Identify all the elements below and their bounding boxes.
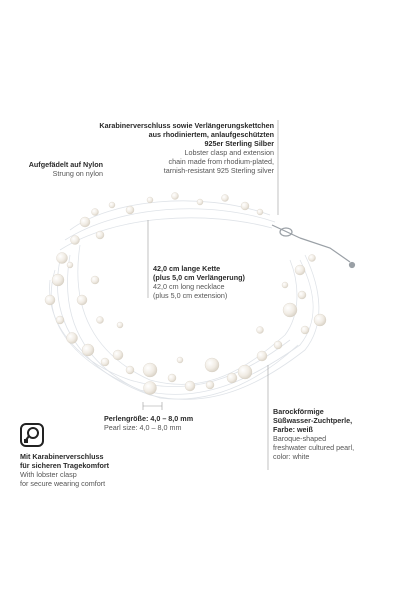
pearl-type-label-en-2: freshwater cultured pearl, xyxy=(273,443,355,452)
feature-label xyxy=(20,452,109,488)
pearl-type-label-en-1: Baroque-shaped xyxy=(273,434,327,443)
pearl-type-label-de-2: Süßwasser-Zuchtperle, xyxy=(273,416,353,425)
length-label-de-1: 42,0 cm lange Kette xyxy=(153,264,221,273)
nylon-label-de: Aufgefädelt auf Nylon xyxy=(28,160,103,169)
clasp-label-de-3: 925er Sterling Silber xyxy=(204,139,274,148)
length-label-en-2: (plus 5,0 cm extension) xyxy=(153,291,228,300)
pearl-type-label-en-3: color: white xyxy=(273,452,310,461)
clasp-label xyxy=(99,121,274,175)
clasp-label-en-1: Lobster clasp and extension xyxy=(184,148,274,157)
length-label-de-2: (plus 5,0 cm Verlängerung) xyxy=(153,273,245,282)
length-label-en-1: 42,0 cm long necklace xyxy=(153,282,225,291)
pearl-type-label xyxy=(273,407,354,461)
clasp-label-en-2: chain made from rhodium-plated, xyxy=(168,157,274,166)
feature-label-en-1: With lobster clasp xyxy=(20,470,77,479)
clasp-label-de-1: Karabinerverschluss sowie Verlängerungskettchen xyxy=(99,121,274,130)
pearl-size-label-en: Pearl size: 4,0 – 8,0 mm xyxy=(104,423,182,432)
clasp-label-en-3: tarnish-resistant 925 Sterling silver xyxy=(163,166,274,175)
clasp-label-de-2: aus rhodiniertem, anlaufgeschützten xyxy=(148,130,274,139)
feature-label-de-1: Mit Karabinerverschluss xyxy=(20,452,104,461)
pearl-type-label-de-1: Barockförmige xyxy=(273,407,324,416)
nylon-label xyxy=(29,160,103,178)
length-label xyxy=(153,264,245,300)
nylon-strands xyxy=(50,201,319,400)
lobster-clasp-icon xyxy=(20,423,44,447)
nylon-label-en: Strung on nylon xyxy=(52,169,103,178)
pearl-type-label-de-3: Farbe: weiß xyxy=(273,425,313,434)
pearl-size-label-de: Perlengröße: 4,0 – 8,0 mm xyxy=(104,414,194,423)
feature-label-en-2: for secure wearing comfort xyxy=(20,479,106,488)
pearl-size-label xyxy=(104,414,193,432)
feature-label-de-2: für sicheren Tragekomfort xyxy=(20,461,110,470)
